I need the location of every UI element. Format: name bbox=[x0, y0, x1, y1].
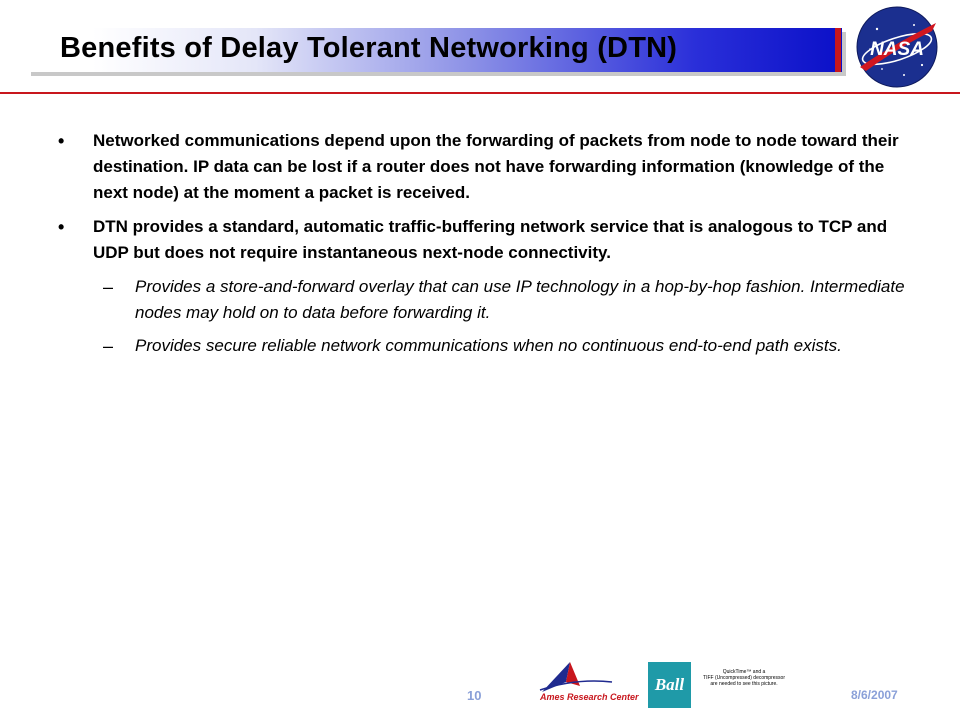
bullet-marker: • bbox=[58, 217, 65, 237]
title-bar-red-edge bbox=[835, 28, 841, 72]
bullet-text: DTN provides a standard, automatic traffic-buffering network service that is analogous to TCP and UDP but does not require instantaneous next-node connectivity. bbox=[93, 217, 888, 262]
slide-title: Benefits of Delay Tolerant Networking (DTN) bbox=[60, 32, 678, 64]
quicktime-line: TIFF (Uncompressed) decompressor bbox=[703, 675, 785, 681]
sub-bullet-marker: – bbox=[103, 277, 114, 297]
bullet-marker: • bbox=[58, 131, 65, 151]
page-number: 10 bbox=[467, 688, 482, 703]
nasa-logo-icon bbox=[852, 5, 942, 89]
sub-bullet-item bbox=[103, 274, 918, 326]
quicktime-line: are needed to see this picture. bbox=[710, 681, 778, 687]
bullet-item bbox=[58, 128, 918, 206]
bullet-item bbox=[58, 214, 918, 266]
sub-bullet-item bbox=[103, 333, 918, 359]
sub-bullet-text: Provides secure reliable network communications when no continuous end-to-end path exists. bbox=[135, 336, 842, 355]
header-divider bbox=[0, 92, 960, 94]
ames-logo-icon bbox=[536, 660, 616, 694]
sub-bullet-marker: – bbox=[103, 336, 114, 356]
ball-logo bbox=[648, 662, 691, 708]
quicktime-line: QuickTime™ and a bbox=[722, 669, 766, 675]
ball-logo-text: Ball bbox=[654, 675, 685, 694]
ames-label: Ames Research Center bbox=[540, 692, 639, 702]
quicktime-placeholder-note bbox=[694, 669, 794, 687]
slide-date: 8/6/2007 bbox=[851, 688, 898, 702]
slide-body bbox=[58, 128, 918, 366]
sub-bullet-text: Provides a store-and-forward overlay that can use IP technology in a hop-by-hop fashion. Intermediate nodes may hold on to data before forwarding it. bbox=[135, 277, 905, 322]
bullet-text: Networked communications depend upon the forwarding of packets from node to node toward their destination. IP data can be lost if a router does not have forwarding information (knowledge of the next node) at the moment a packet is received. bbox=[93, 131, 899, 202]
nasa-logo-text: NASA bbox=[870, 39, 924, 60]
